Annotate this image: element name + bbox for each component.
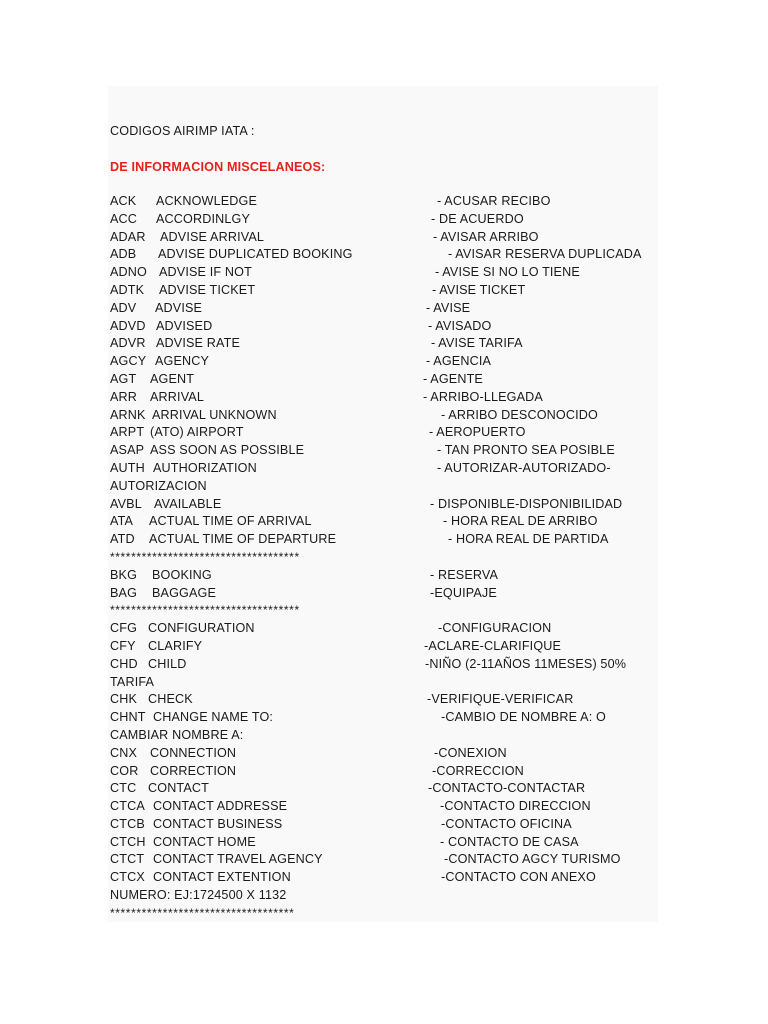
code-row-adv	[110, 300, 670, 318]
code-abbreviation: ACK	[110, 194, 137, 208]
code-abbreviation: ARR	[110, 389, 138, 404]
english-meaning: ADVISED	[156, 318, 213, 333]
spanish-meaning: - AVISADO	[428, 318, 492, 333]
english-meaning: ADVISE ARRIVAL	[160, 229, 265, 244]
english-meaning: CONTACT TRAVEL AGENCY	[153, 852, 323, 867]
code-abbreviation: COR	[110, 763, 139, 778]
code-row-advr	[110, 335, 670, 353]
english-meaning: CORRECTION	[150, 763, 237, 778]
english-meaning: ADVISE IF NOT	[159, 265, 252, 280]
english-meaning: AVAILABLE	[154, 496, 222, 511]
english-meaning: AUTHORIZATION	[153, 460, 257, 475]
spanish-meaning: - AVISE SI NO LO TIENE	[435, 265, 580, 280]
english-meaning: CONFIGURATION	[148, 621, 255, 636]
document-content	[110, 122, 670, 923]
separator-line: ***********************************	[110, 905, 295, 920]
code-row-atd	[110, 531, 670, 549]
spanish-meaning: - AVISAR ARRIBO	[433, 229, 539, 244]
code-abbreviation: CNX	[110, 745, 138, 760]
english-meaning: CHILD	[148, 656, 187, 671]
code-row-chnt	[110, 709, 670, 727]
code-abbreviation: AGCY	[110, 354, 147, 369]
code-abbreviation: ATA	[110, 514, 134, 529]
english-meaning: ARRIVAL	[150, 389, 205, 404]
code-group-f	[110, 745, 670, 887]
english-meaning: BAGGAGE	[152, 585, 217, 600]
code-row-adb	[110, 246, 670, 264]
code-abbreviation: CTCH	[110, 834, 146, 849]
english-meaning: CONTACT HOME	[153, 834, 256, 849]
english-meaning: CLARIFY	[148, 638, 203, 653]
english-meaning: BOOKING	[152, 567, 212, 582]
code-row-adno	[110, 264, 670, 282]
english-meaning: CONTACT	[148, 781, 209, 796]
spanish-meaning: -CONFIGURACION	[438, 621, 552, 636]
english-meaning: ADVISE RATE	[156, 336, 240, 351]
code-abbreviation: CHNT	[110, 710, 146, 725]
english-meaning: CONTACT ADDRESSE	[153, 799, 288, 814]
code-row-ctc	[110, 780, 670, 798]
code-row-bag	[110, 585, 670, 603]
wrapped-line-auth: AUTORIZACION	[110, 478, 207, 493]
spanish-meaning: -CONTACTO AGCY TURISMO	[444, 852, 621, 867]
code-row-ctca	[110, 798, 670, 816]
spanish-meaning: - ARRIBO DESCONOCIDO	[441, 407, 598, 422]
code-row-asap	[110, 442, 670, 460]
spanish-meaning: - DE ACUERDO	[431, 211, 524, 226]
code-abbreviation: ASAP	[110, 443, 145, 458]
code-abbreviation: ADB	[110, 247, 137, 262]
spanish-meaning: - AUTORIZAR-AUTORIZADO-	[437, 460, 611, 475]
spanish-meaning: -CONTACTO OFICINA	[441, 816, 572, 831]
spanish-meaning: - AVISE TARIFA	[431, 336, 523, 351]
spanish-meaning: - TAN PRONTO SEA POSIBLE	[437, 443, 615, 458]
spanish-meaning: - CONTACTO DE CASA	[440, 834, 579, 849]
english-meaning: (ATO) AIRPORT	[150, 425, 244, 440]
spanish-meaning: - AVISE	[426, 300, 471, 315]
spanish-meaning: -EQUIPAJE	[430, 585, 497, 600]
english-meaning: ADVISE	[155, 300, 203, 315]
separator-line: ************************************	[110, 603, 300, 618]
code-row-bkg	[110, 567, 670, 585]
code-abbreviation: ATD	[110, 532, 135, 547]
english-meaning: ACKNOWLEDGE	[156, 194, 258, 208]
code-abbreviation: ARNK	[110, 407, 146, 422]
code-abbreviation: AGT	[110, 371, 137, 386]
document-title: CODIGOS AIRIMP IATA :	[110, 124, 255, 138]
code-abbreviation: CFG	[110, 621, 138, 636]
code-group-b	[110, 496, 670, 549]
spanish-meaning: -ACLARE-CLARIFIQUE	[424, 638, 562, 653]
english-meaning: CHECK	[148, 692, 193, 707]
code-abbreviation: ADNO	[110, 265, 147, 280]
code-abbreviation: CTCT	[110, 852, 145, 867]
spanish-meaning: -NIÑO (2-11AÑOS 11MESES) 50%	[425, 656, 627, 671]
code-abbreviation: ADVD	[110, 318, 146, 333]
english-meaning: CONTACT EXTENTION	[153, 870, 291, 885]
code-row-agt	[110, 371, 670, 389]
code-abbreviation: AUTH	[110, 460, 145, 475]
spanish-meaning: -CAMBIO DE NOMBRE A: O	[441, 710, 606, 725]
spanish-meaning: -CONTACTO DIRECCION	[440, 799, 591, 814]
code-row-auth	[110, 460, 670, 478]
english-meaning: CONTACT BUSINESS	[153, 816, 283, 831]
english-meaning: ADVISE TICKET	[159, 282, 256, 297]
code-row-chk	[110, 691, 670, 709]
code-row-ctcx	[110, 869, 670, 887]
english-meaning: CONNECTION	[150, 745, 237, 760]
code-row-cfy	[110, 638, 670, 656]
spanish-meaning: - ARRIBO-LLEGADA	[423, 389, 543, 404]
code-row-adtk	[110, 282, 670, 300]
spanish-meaning: -CONEXION	[434, 745, 507, 760]
code-abbreviation: ADTK	[110, 282, 145, 297]
spanish-meaning: - RESERVA	[430, 567, 499, 582]
code-row-agcy	[110, 353, 670, 371]
spanish-meaning: - HORA REAL DE ARRIBO	[443, 514, 598, 529]
code-abbreviation: CTCB	[110, 816, 145, 831]
code-row-cnx	[110, 745, 670, 763]
english-meaning: ADVISE DUPLICATED BOOKING	[158, 247, 353, 262]
code-abbreviation: CHK	[110, 692, 138, 707]
code-group-c	[110, 567, 670, 603]
code-abbreviation: BAG	[110, 585, 138, 600]
english-meaning: CHANGE NAME TO:	[153, 710, 274, 725]
section-subtitle: DE INFORMACION MISCELANEOS:	[110, 160, 326, 174]
code-group-e	[110, 691, 670, 727]
code-abbreviation: CFY	[110, 638, 136, 653]
code-abbreviation: CTC	[110, 781, 137, 796]
code-abbreviation: BKG	[110, 567, 138, 582]
spanish-meaning: - HORA REAL DE PARTIDA	[448, 532, 609, 547]
code-row-adar	[110, 229, 670, 247]
spanish-meaning: - AVISE TICKET	[432, 282, 526, 297]
code-row-ata	[110, 513, 670, 531]
code-abbreviation: ADVR	[110, 336, 146, 351]
code-row-avbl	[110, 496, 670, 514]
code-row-ack	[110, 193, 670, 211]
code-row-cor	[110, 763, 670, 781]
code-row-ctct	[110, 851, 670, 869]
english-meaning: ACTUAL TIME OF ARRIVAL	[149, 514, 312, 529]
wrapped-line-ctcx: NUMERO: EJ:1724500 X 1132	[110, 888, 287, 903]
english-meaning: AGENCY	[155, 354, 210, 369]
separator-line: ************************************	[110, 549, 300, 564]
code-abbreviation: AVBL	[110, 496, 142, 511]
code-abbreviation: CTCX	[110, 870, 145, 885]
spanish-meaning: - AVISAR RESERVA DUPLICADA	[448, 247, 642, 262]
wrapped-line-chd: TARIFA	[110, 674, 155, 689]
english-meaning: ARRIVAL UNKNOWN	[152, 407, 277, 422]
spanish-meaning: - ACUSAR RECIBO	[437, 194, 551, 208]
code-row-ctch	[110, 834, 670, 852]
code-group-a	[110, 193, 670, 478]
english-meaning: ACTUAL TIME OF DEPARTURE	[149, 532, 337, 547]
code-group-d	[110, 620, 670, 673]
english-meaning: ASS SOON AS POSSIBLE	[150, 443, 305, 458]
code-abbreviation: CTCA	[110, 799, 145, 814]
spanish-meaning: -CORRECCION	[432, 763, 524, 778]
wrapped-line-chnt: CAMBIAR NOMBRE A:	[110, 727, 244, 742]
spanish-meaning: -VERIFIQUE-VERIFICAR	[427, 692, 574, 707]
code-row-chd	[110, 656, 670, 674]
code-abbreviation: CHD	[110, 656, 138, 671]
spanish-meaning: - AGENCIA	[426, 354, 492, 369]
code-row-arr	[110, 389, 670, 407]
code-row-arpt	[110, 424, 670, 442]
code-row-ctcb	[110, 816, 670, 834]
spanish-meaning: - AEROPUERTO	[429, 425, 526, 440]
spanish-meaning: - DISPONIBLE-DISPONIBILIDAD	[430, 496, 623, 511]
code-row-arnk	[110, 407, 670, 425]
code-abbreviation: ADAR	[110, 229, 146, 244]
code-row-cfg	[110, 620, 670, 638]
spanish-meaning: -CONTACTO-CONTACTAR	[428, 781, 586, 796]
code-abbreviation: ADV	[110, 300, 137, 315]
english-meaning: AGENT	[150, 371, 195, 386]
code-row-acc	[110, 211, 670, 229]
code-row-advd	[110, 318, 670, 336]
spanish-meaning: - AGENTE	[423, 371, 483, 386]
english-meaning: ACCORDINLGY	[156, 211, 251, 226]
codes-list	[110, 193, 670, 923]
code-abbreviation: ACC	[110, 211, 138, 226]
code-abbreviation: ARPT	[110, 425, 145, 440]
spanish-meaning: -CONTACTO CON ANEXO	[441, 870, 596, 885]
